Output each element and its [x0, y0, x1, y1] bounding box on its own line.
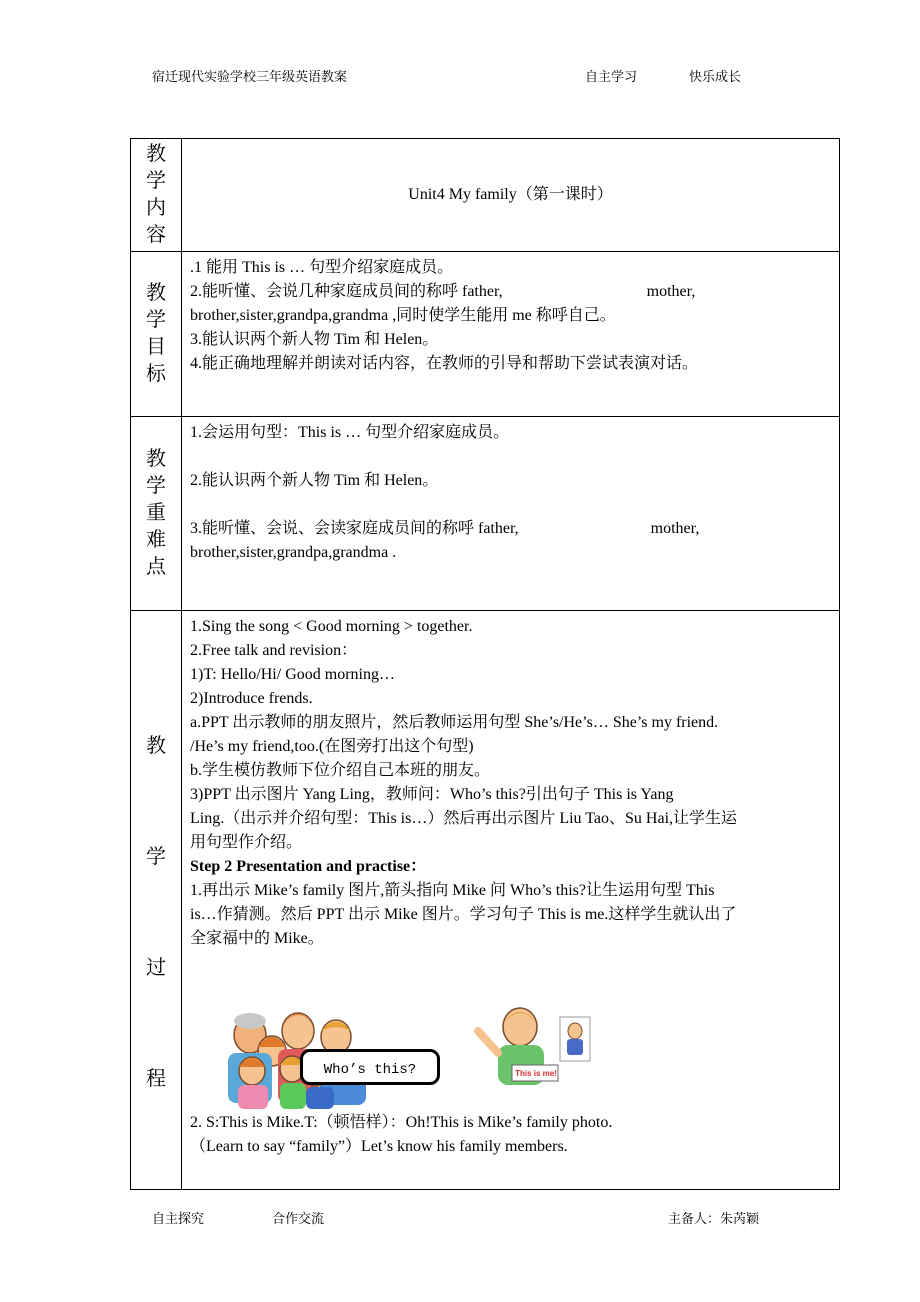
header-motto-1: 自主学习 — [585, 69, 638, 84]
header-motto-2: 快乐成长 — [689, 69, 742, 84]
footer-motto-2: 合作交流 — [272, 1211, 325, 1226]
lesson-plan-table — [130, 138, 840, 1190]
row-process — [131, 611, 840, 1190]
objectives-text: .1 能用 This is … 句型介绍家庭成员。 2.能听懂、会说几种家庭成员间的称呼 father, mother, brother,sister,grandpa,grandma ,同时使学生能用 me 称呼自己。 3.能认识两个新人物 Tim 和 Helen。 4.能正确地理解并朗读对话内容，在教师的引导和帮助下尝试表演对话。 — [182, 252, 840, 417]
row-keypoints — [131, 417, 840, 611]
label-content: 教 学 内 容 — [131, 139, 182, 252]
footer-author: 主备人：朱芮颖 — [668, 1211, 760, 1226]
process-text: 1.Sing the song < Good morning > together. 2.Free talk and revision： 1)T: Hello/Hi/ Good morning… 2)Introduce frends. a.PPT 出示教师的朋友照片，然后教师运用句型 She’s/He’s… She’s my friend. /He’s my friend,too.(在图旁打出这个句型) b.学生模仿教师下位介绍自己本班的朋友。 3)PPT 出示图片 Yang Ling，教师问：Who’s this?引出句子 This is Yang Ling.（出示并介绍句型：This is…）然后再出示图片 Liu Tao、Su Hai,让学生运 用句型作介绍。 Step 2 Presentation and practise： 1.再出示 Mike’s family 图片,箭头指向 Mike 问 Who’s this?让生运用句型 This is…作猜测。然后 PPT 出示 Mike 图片。学习句子 This is me.这样学生就认出了 全家福中的 Mike。 Who’s this? This is me! 2. S:This is Mike.T:（顿悟样）：Oh!This is Mike’s family photo. （Learn to say “family”）Let’s know his family members. — [182, 611, 840, 1190]
illustration-area — [190, 951, 831, 1111]
row-objectives — [131, 252, 840, 417]
label-objectives: 教 学 目 标 — [131, 252, 182, 417]
speech-bubble: Who’s this? — [300, 1049, 440, 1085]
this-is-me-sign: This is me! — [515, 1069, 557, 1078]
row-content — [131, 139, 840, 252]
label-process: 教 学 过 程 — [131, 611, 182, 1190]
header-school-title: 宿迁现代实验学校三年级英语教案 — [152, 69, 348, 84]
keypoints-text: 1.会运用句型：This is … 句型介绍家庭成员。 2.能认识两个新人物 Tim 和 Helen。 3.能听懂、会说、会读家庭成员间的称呼 father, mother, brother,sister,grandpa,grandma . — [182, 417, 840, 611]
label-keypoints: 教 学 重 难 点 — [131, 417, 182, 611]
unit-title: Unit4 My family（第一课时） — [182, 139, 840, 252]
footer-motto-1: 自主探究 — [152, 1211, 205, 1226]
